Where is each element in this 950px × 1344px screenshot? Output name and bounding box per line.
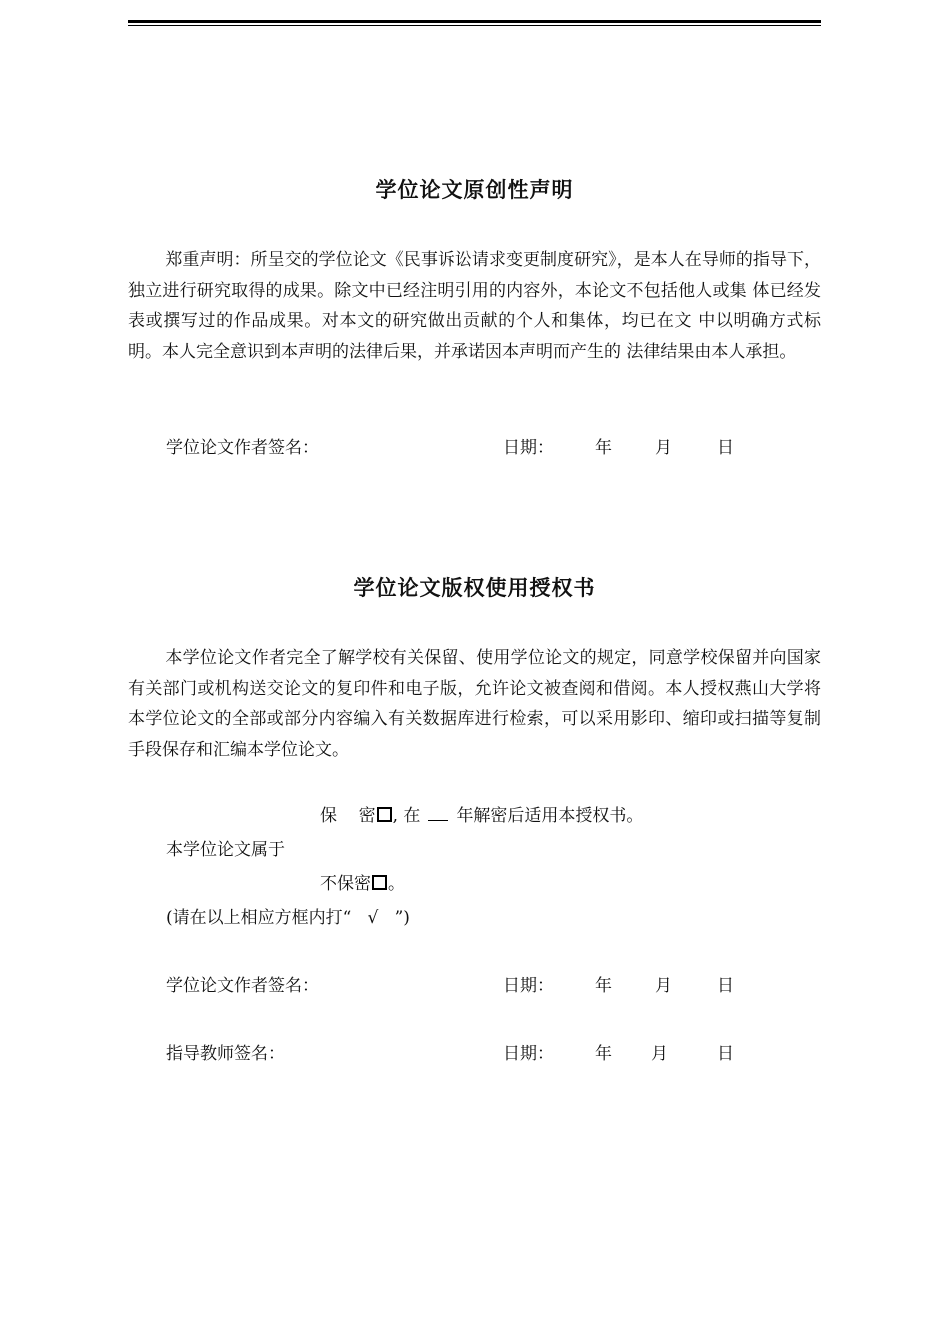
author-date-label: 日期： <box>503 976 554 996</box>
advisor-date-label: 日期： <box>503 1044 554 1064</box>
header-rule-thick <box>128 20 821 23</box>
secret-suffix-label: 年解密后适用本授权书。 <box>456 806 644 826</box>
not-secret-label: 不保密 <box>320 874 371 894</box>
author-signature-label: 学位论文作者签名： <box>166 976 319 996</box>
advisor-day: 日 <box>717 1044 734 1064</box>
secret-checkbox[interactable] <box>377 807 392 822</box>
secret-years-blank[interactable] <box>428 806 448 821</box>
secret-in-label: , 在 <box>392 806 421 826</box>
not-secret-option <box>320 872 405 896</box>
not-secret-suffix: 。 <box>388 874 405 894</box>
declaration-date-label: 日期： <box>503 438 554 458</box>
not-secret-checkbox[interactable] <box>372 875 387 890</box>
declaration-month: 月 <box>655 438 672 458</box>
authorization-body: 本学位论文作者完全了解学校有关保留、使用学位论文的规定，同意学校保留并向国家有关部门或机构送交论文的复印件和电子版，允许论文被查阅和借阅。本人授权燕山大学将本学位论文的全部或部分内容编入有关数据库进行检索，可以采用影印、缩印或扫描等复制手段保存和汇编本学位论文。 <box>128 648 821 760</box>
declaration-title: 学位论文原创性声明 <box>375 178 574 202</box>
secret-label: 保 密 <box>320 806 376 826</box>
author-year: 年 <box>595 976 612 996</box>
belongs-label: 本学位论文属于 <box>166 840 285 860</box>
advisor-signature-label: 指导教师签名： <box>166 1044 285 1064</box>
declaration-day: 日 <box>717 438 734 458</box>
header-rule-thin <box>128 25 821 26</box>
author-day: 日 <box>717 976 734 996</box>
secret-option <box>320 804 643 828</box>
declaration-signature-label: 学位论文作者签名： <box>166 438 319 458</box>
advisor-year: 年 <box>595 1044 612 1064</box>
declaration-body: 郑重声明：所呈交的学位论文《民事诉讼请求变更制度研究》，是本人在导师的指导下，独立进行研究取得的成果。除文中已经注明引用的内容外，本论文不包括他人或集 体已经发表或撰写过的作品成果。对本文的研究做出贡献的个人和集体，均已在文 中以明确方式标明。本人完全意识到本声明的法律后果，并承诺因本声明而产生的 法律结果由本人承担。 <box>128 250 821 362</box>
advisor-month: 月 <box>651 1044 668 1064</box>
authorization-title: 学位论文版权使用授权书 <box>353 576 596 600</box>
checkbox-instruction: (请在以上相应方框内打“ √ ”) <box>166 908 410 928</box>
declaration-year: 年 <box>595 438 612 458</box>
author-month: 月 <box>655 976 672 996</box>
